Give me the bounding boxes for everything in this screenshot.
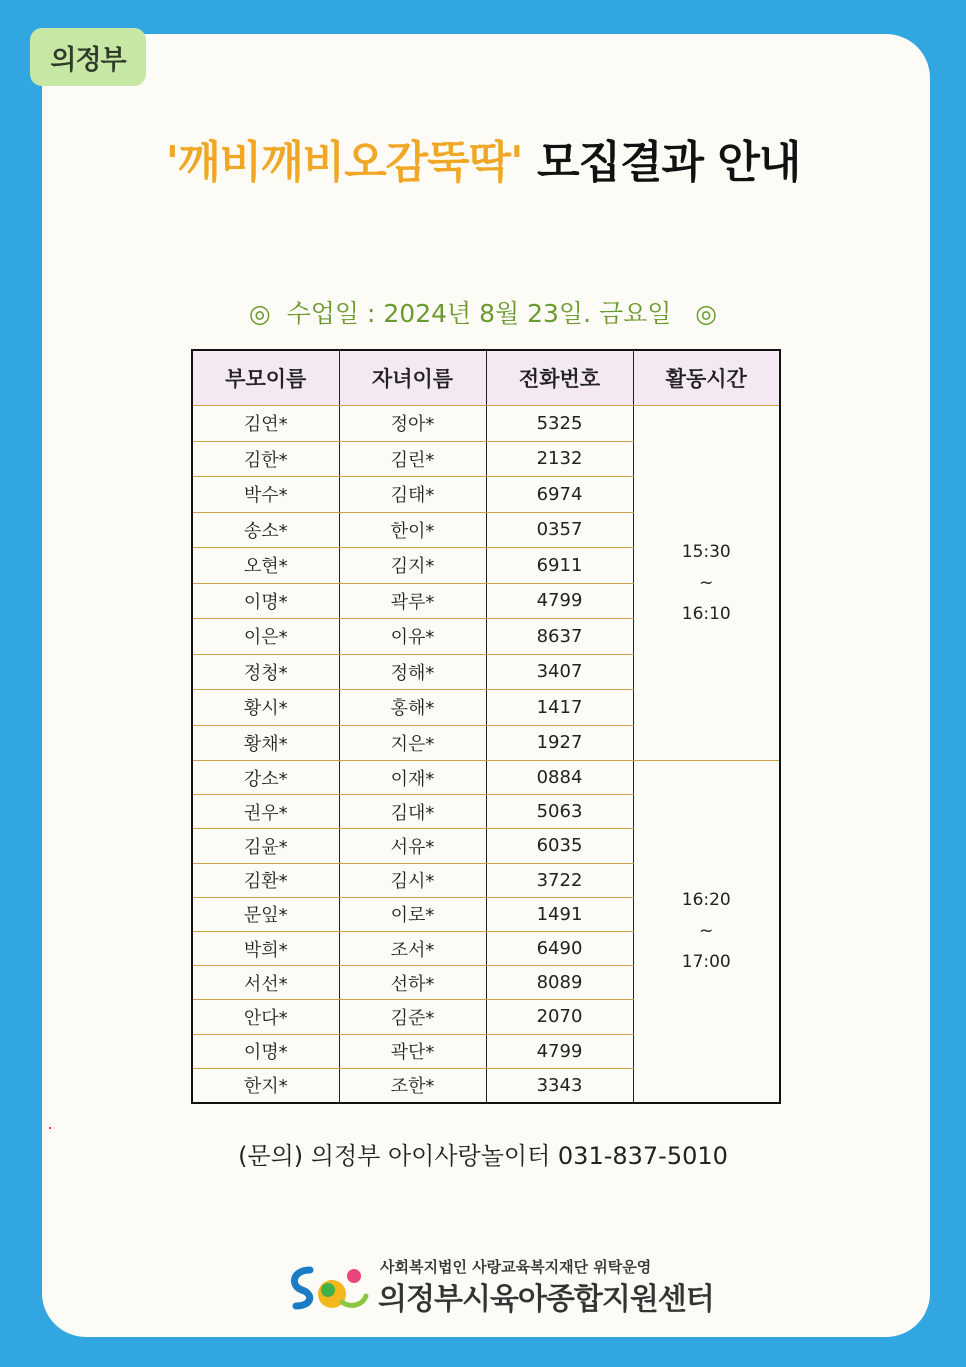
- program-name: '깨비깨비오감뚝딱': [165, 137, 523, 188]
- child-name-cell: 이로*: [339, 897, 486, 931]
- parent-name-cell: 한지*: [192, 1068, 339, 1103]
- phone-cell: 2070: [486, 1000, 633, 1034]
- phone-cell: 6911: [486, 548, 633, 584]
- header-child-name: 자녀이름: [339, 350, 486, 406]
- phone-cell: 2132: [486, 441, 633, 477]
- center-logo-icon: [288, 1262, 374, 1312]
- parent-name-cell: 서선*: [192, 966, 339, 1000]
- phone-cell: 1927: [486, 725, 633, 761]
- operator-text: 사회복지법인 사랑교육복지재단 위탁운영: [380, 1258, 652, 1276]
- parent-name-cell: 박수*: [192, 477, 339, 513]
- child-name-cell: 한이*: [339, 512, 486, 548]
- phone-cell: 0884: [486, 761, 633, 795]
- phone-cell: 4799: [486, 583, 633, 619]
- child-name-cell: 지은*: [339, 725, 486, 761]
- child-name-cell: 이재*: [339, 761, 486, 795]
- child-name-cell: 조서*: [339, 931, 486, 965]
- header-parent-name: 부모이름: [192, 350, 339, 406]
- child-name-cell: 선하*: [339, 966, 486, 1000]
- activity-time-cell: [633, 406, 780, 761]
- parent-name-cell: 오현*: [192, 548, 339, 584]
- phone-cell: 8089: [486, 966, 633, 1000]
- child-name-cell: 정아*: [339, 406, 486, 442]
- parent-name-cell: 송소*: [192, 512, 339, 548]
- title-suffix: 모집결과 안내: [536, 137, 801, 188]
- parent-name-cell: 이은*: [192, 619, 339, 655]
- child-name-cell: 정해*: [339, 654, 486, 690]
- child-name-cell: 김지*: [339, 548, 486, 584]
- circle-mark-icon: ◎: [248, 299, 271, 328]
- contact-info: (문의) 의정부 아이사랑놀이터 031-837-5010: [238, 1142, 728, 1170]
- parent-name-cell: 김환*: [192, 863, 339, 897]
- child-name-cell: 김대*: [339, 795, 486, 829]
- child-name-cell: 곽루*: [339, 583, 486, 619]
- result-table: [191, 349, 781, 1104]
- phone-cell: 5325: [486, 406, 633, 442]
- region-badge: 의정부: [30, 28, 146, 86]
- table-header-row: [192, 350, 780, 406]
- parent-name-cell: 황채*: [192, 725, 339, 761]
- parent-name-cell: 김연*: [192, 406, 339, 442]
- table-row: [192, 761, 780, 795]
- header-activity-time: 활동시간: [633, 350, 780, 406]
- phone-cell: 4799: [486, 1034, 633, 1068]
- time-end: 17:00: [681, 951, 731, 972]
- phone-cell: 5063: [486, 795, 633, 829]
- phone-cell: 6974: [486, 477, 633, 513]
- time-sep: ~: [699, 572, 714, 593]
- child-name-cell: 조한*: [339, 1068, 486, 1103]
- parent-name-cell: 강소*: [192, 761, 339, 795]
- parent-name-cell: 문잎*: [192, 897, 339, 931]
- stray-dot: [49, 1127, 51, 1129]
- parent-name-cell: 이명*: [192, 583, 339, 619]
- child-name-cell: 서유*: [339, 829, 486, 863]
- header-phone: 전화번호: [486, 350, 633, 406]
- phone-cell: 1491: [486, 897, 633, 931]
- time-end: 16:10: [681, 603, 731, 624]
- phone-cell: 3407: [486, 654, 633, 690]
- activity-time-cell: [633, 761, 780, 1103]
- child-name-cell: 이유*: [339, 619, 486, 655]
- class-date-line: [0, 294, 966, 330]
- parent-name-cell: 김윤*: [192, 829, 339, 863]
- phone-cell: 6490: [486, 931, 633, 965]
- time-start: 16:20: [681, 889, 731, 910]
- child-name-cell: 김준*: [339, 1000, 486, 1034]
- parent-name-cell: 이명*: [192, 1034, 339, 1068]
- child-name-cell: 김린*: [339, 441, 486, 477]
- circle-mark-icon: ◎: [695, 299, 718, 328]
- child-name-cell: 홍해*: [339, 690, 486, 726]
- parent-name-cell: 황시*: [192, 690, 339, 726]
- parent-name-cell: 안다*: [192, 1000, 339, 1034]
- phone-cell: 0357: [486, 512, 633, 548]
- center-name: 의정부시육아종합지원센터: [378, 1282, 714, 1317]
- class-date: 수업일 : 2024년 8월 23일. 금요일: [286, 299, 672, 328]
- table-row: [192, 406, 780, 442]
- parent-name-cell: 정청*: [192, 654, 339, 690]
- page-title: [0, 126, 966, 190]
- phone-cell: 3722: [486, 863, 633, 897]
- phone-cell: 3343: [486, 1068, 633, 1103]
- footer-logo-block: [288, 1256, 728, 1316]
- parent-name-cell: 김한*: [192, 441, 339, 477]
- phone-cell: 1417: [486, 690, 633, 726]
- time-sep: ~: [699, 920, 714, 941]
- parent-name-cell: 권우*: [192, 795, 339, 829]
- time-start: 15:30: [681, 541, 731, 562]
- phone-cell: 8637: [486, 619, 633, 655]
- child-name-cell: 김태*: [339, 477, 486, 513]
- phone-cell: 6035: [486, 829, 633, 863]
- child-name-cell: 김시*: [339, 863, 486, 897]
- child-name-cell: 곽단*: [339, 1034, 486, 1068]
- parent-name-cell: 박희*: [192, 931, 339, 965]
